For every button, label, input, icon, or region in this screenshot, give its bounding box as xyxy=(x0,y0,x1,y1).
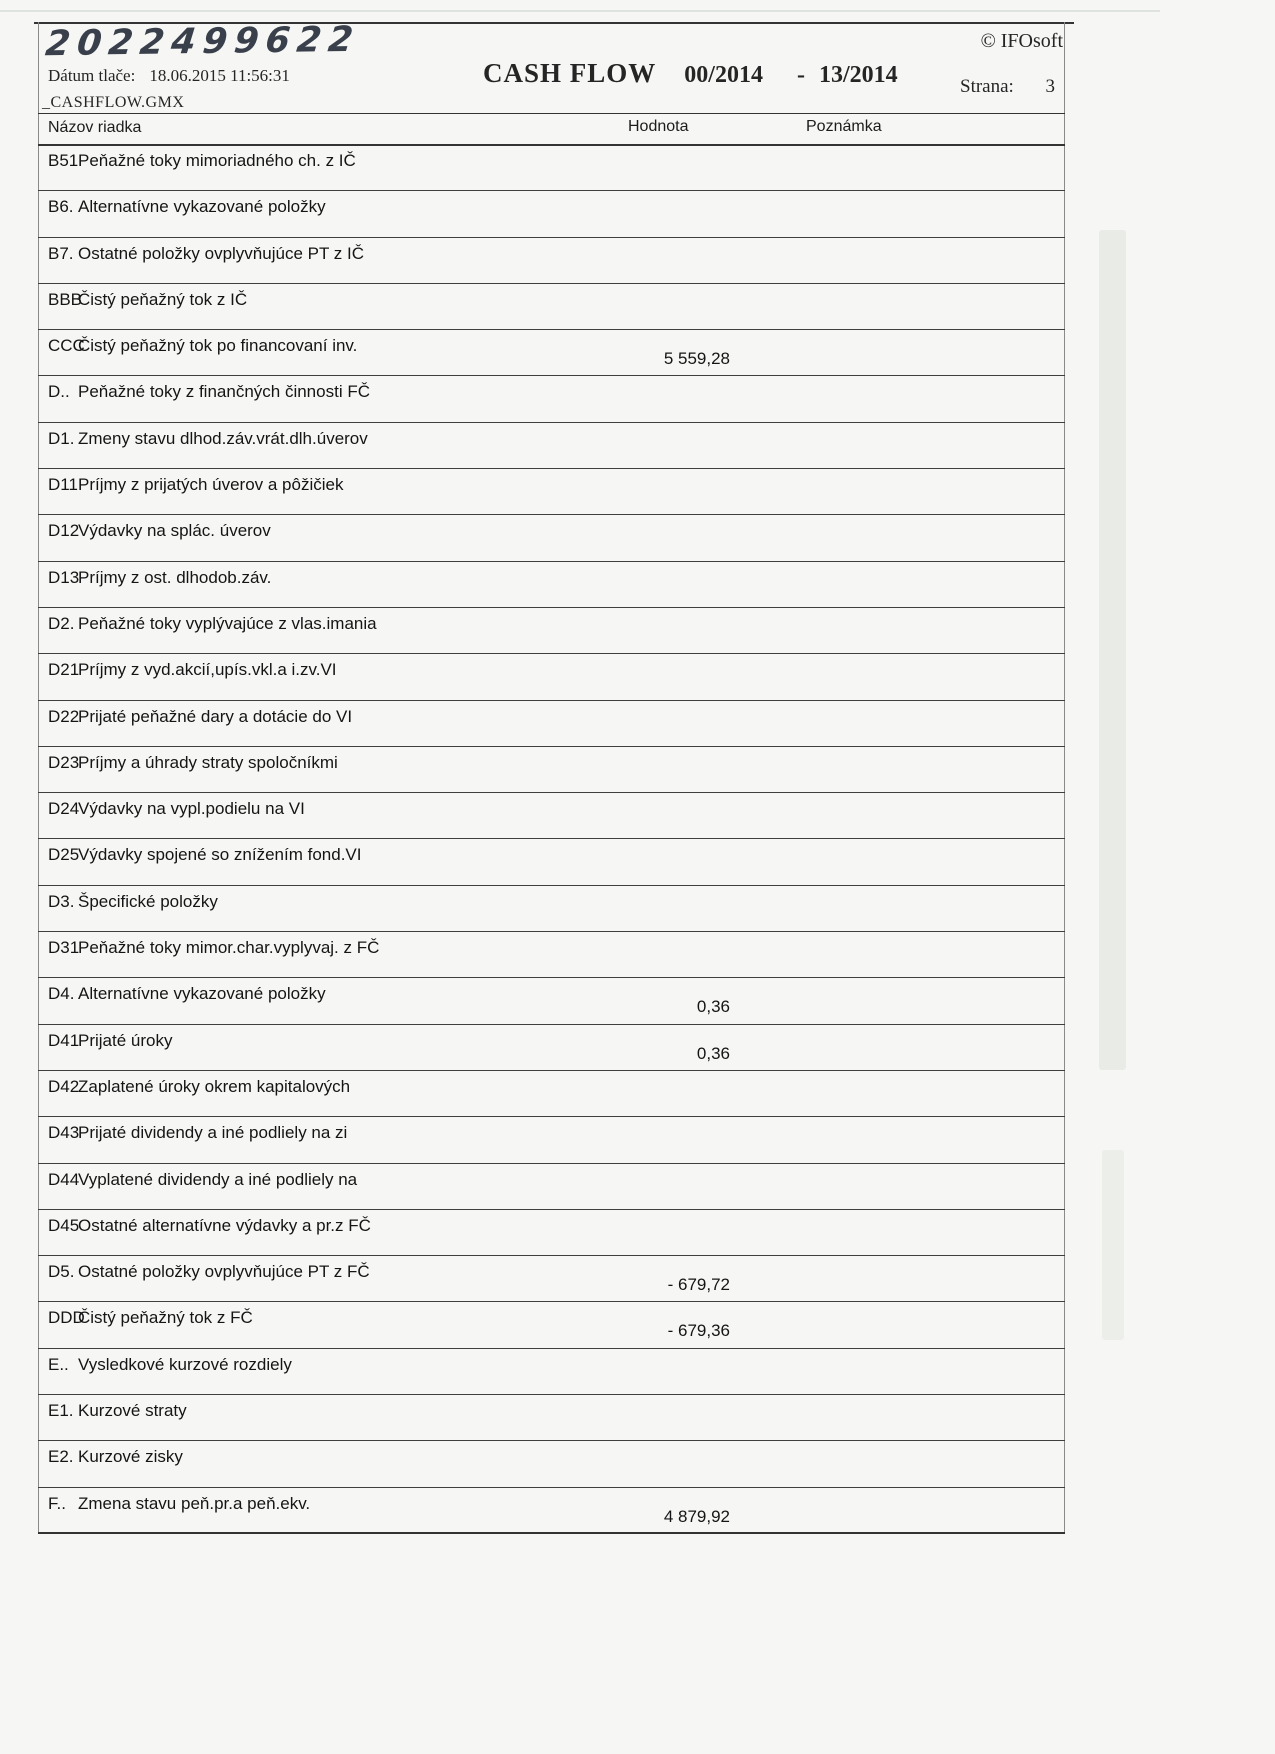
row-value: 0,36 xyxy=(696,1043,730,1063)
row-code: D2. xyxy=(48,613,75,633)
row-code: D22 xyxy=(48,706,80,726)
row-name: Alternatívne vykazované položky xyxy=(78,197,326,217)
row-name: Výdavky spojené so znížením fond.VI xyxy=(78,845,362,865)
row-code: E2. xyxy=(48,1447,74,1467)
row-code: D1. xyxy=(48,428,75,448)
row-name: Čistý peňažný tok z FČ xyxy=(78,1308,253,1328)
table-row xyxy=(38,1349,1065,1395)
row-code: D31 xyxy=(48,938,80,958)
row-value: 4 879,92 xyxy=(663,1506,730,1526)
cashflow-table xyxy=(38,145,1065,1534)
row-value: 0,36 xyxy=(696,997,730,1017)
row-code: D25 xyxy=(48,845,80,865)
row-name: Zaplatené úroky okrem kapitalových xyxy=(78,1076,351,1096)
copyright-note: © IFOsoft xyxy=(980,30,1063,52)
table-row xyxy=(38,1117,1065,1163)
row-name: Vysledkové kurzové rozdiely xyxy=(78,1354,292,1374)
table-row xyxy=(38,793,1065,839)
row-name: Príjmy z vyd.akcií,upís.vkl.a i.zv.VI xyxy=(78,660,337,680)
row-code: BBB xyxy=(48,289,83,309)
print-date-label: Dátum tlače: xyxy=(48,66,136,85)
row-name: Peňažné toky mimoriadného ch. z IČ xyxy=(78,151,356,170)
row-name: Výdavky na splác. úverov xyxy=(78,521,271,541)
table-row xyxy=(38,932,1065,978)
row-name: Prijaté úroky xyxy=(78,1030,173,1050)
row-name: Kurzové straty xyxy=(78,1401,187,1421)
row-code: D21 xyxy=(48,660,80,680)
row-name: Ostatné položky ovplyvňujúce PT z IČ xyxy=(78,243,364,263)
row-name: Zmena stavu peň.pr.a peň.ekv. xyxy=(78,1493,311,1513)
file-name: _CASHFLOW.GMX xyxy=(42,94,185,111)
table-row xyxy=(38,747,1065,793)
row-code: D4. xyxy=(48,984,75,1004)
table-row xyxy=(38,839,1065,885)
table-row xyxy=(38,376,1065,422)
period-to: 13/2014 xyxy=(818,62,898,88)
row-code: D43 xyxy=(48,1123,80,1143)
period-separator: - xyxy=(796,62,805,88)
page-number-label: Strana: xyxy=(960,76,1014,97)
row-code: D.. xyxy=(48,382,70,402)
row-name: Kurzové zisky xyxy=(78,1447,183,1467)
table-row xyxy=(38,469,1065,515)
row-code: D42 xyxy=(48,1076,80,1096)
row-name: Vyplatené dividendy a iné podliely na xyxy=(78,1169,358,1189)
period-from: 00/2014 xyxy=(684,62,763,88)
table-row xyxy=(38,562,1065,608)
row-name: Príjmy z prijatých úverov a pôžičiek xyxy=(78,475,344,495)
row-name: Príjmy a úhrady straty spoločníkmi xyxy=(78,752,338,772)
table-row xyxy=(38,284,1065,330)
table-header-top-line xyxy=(38,113,1065,114)
row-name: Ostatné alternatívne výdavky a pr.z FČ xyxy=(78,1215,371,1235)
handwritten-number: 2022499622 xyxy=(43,19,362,65)
report-title-text: CASH FLOW xyxy=(483,58,657,88)
table-row xyxy=(38,978,1065,1024)
scan-shadow-band xyxy=(1099,230,1126,1070)
row-code: B7. xyxy=(48,243,74,263)
row-name: Zmeny stavu dlhod.záv.vrát.dlh.úverov xyxy=(78,428,368,448)
page-number-row xyxy=(960,76,1055,98)
row-code: E1. xyxy=(48,1401,74,1421)
row-name: Peňažné toky vyplývajúce z vlas.imania xyxy=(78,613,377,633)
row-name: Peňažné toky z finančných činnosti FČ xyxy=(78,382,370,402)
scan-edge-artifact xyxy=(0,10,1160,12)
row-code: F.. xyxy=(48,1493,66,1513)
table-row xyxy=(38,1071,1065,1117)
table-row xyxy=(38,1395,1065,1441)
row-name: Čistý peňažný tok po financovaní inv. xyxy=(78,336,358,356)
row-code: D13 xyxy=(48,567,80,587)
print-date xyxy=(48,66,290,86)
row-code: D11 xyxy=(48,475,78,495)
table-row xyxy=(38,886,1065,932)
row-value: 5 559,28 xyxy=(663,349,730,369)
table-row xyxy=(38,654,1065,700)
row-code: E.. xyxy=(48,1354,69,1374)
table-row xyxy=(38,1488,1065,1534)
row-name: Špecifické položky xyxy=(78,891,218,911)
column-header-name: Názov riadka xyxy=(48,119,142,136)
row-name: Príjmy z ost. dlhodob.záv. xyxy=(78,567,272,587)
page-number-value: 3 xyxy=(1045,76,1055,97)
table-row xyxy=(38,608,1065,654)
row-code: B51 xyxy=(48,151,79,170)
table-row xyxy=(38,1302,1065,1348)
table-row xyxy=(38,515,1065,561)
row-code: D24 xyxy=(48,799,80,819)
table-row xyxy=(38,701,1065,747)
table-row xyxy=(38,145,1065,191)
table-row xyxy=(38,191,1065,237)
table-row xyxy=(38,330,1065,376)
row-code: D23 xyxy=(48,752,80,772)
table-row xyxy=(38,1025,1065,1071)
report-title xyxy=(483,58,898,89)
row-code: D45 xyxy=(48,1215,80,1235)
row-value: - 679,36 xyxy=(667,1321,730,1341)
row-name: Prijaté peňažné dary a dotácie do VI xyxy=(78,706,353,726)
row-name: Prijaté dividendy a iné podliely na zi xyxy=(78,1123,348,1143)
row-code: DDD xyxy=(48,1308,85,1328)
row-code: B6. xyxy=(48,197,74,217)
row-name: Výdavky na vypl.podielu na VI xyxy=(78,799,305,819)
row-code: D3. xyxy=(48,891,75,911)
row-name: Peňažné toky mimor.char.vyplyvaj. z FČ xyxy=(78,938,380,958)
table-row xyxy=(38,1441,1065,1487)
row-name: Alternatívne vykazované položky xyxy=(78,984,326,1004)
table-row xyxy=(38,1256,1065,1302)
table-row xyxy=(38,1210,1065,1256)
column-header-value: Hodnota xyxy=(628,118,689,135)
print-date-value: 18.06.2015 11:56:31 xyxy=(149,66,290,85)
row-code: D12 xyxy=(48,521,80,541)
row-code: D44 xyxy=(48,1169,80,1189)
row-value: - 679,72 xyxy=(667,1275,730,1295)
row-name: Čistý peňažný tok z IČ xyxy=(78,289,248,309)
scan-shadow-band xyxy=(1102,1150,1124,1340)
row-name: Ostatné položky ovplyvňujúce PT z FČ xyxy=(78,1262,370,1282)
table-row xyxy=(38,423,1065,469)
row-code: D41 xyxy=(48,1030,80,1050)
column-header-note: Poznámka xyxy=(806,118,882,135)
row-code: D5. xyxy=(48,1262,75,1282)
table-row xyxy=(38,1164,1065,1210)
table-row xyxy=(38,238,1065,284)
row-code: CCC xyxy=(48,336,85,356)
